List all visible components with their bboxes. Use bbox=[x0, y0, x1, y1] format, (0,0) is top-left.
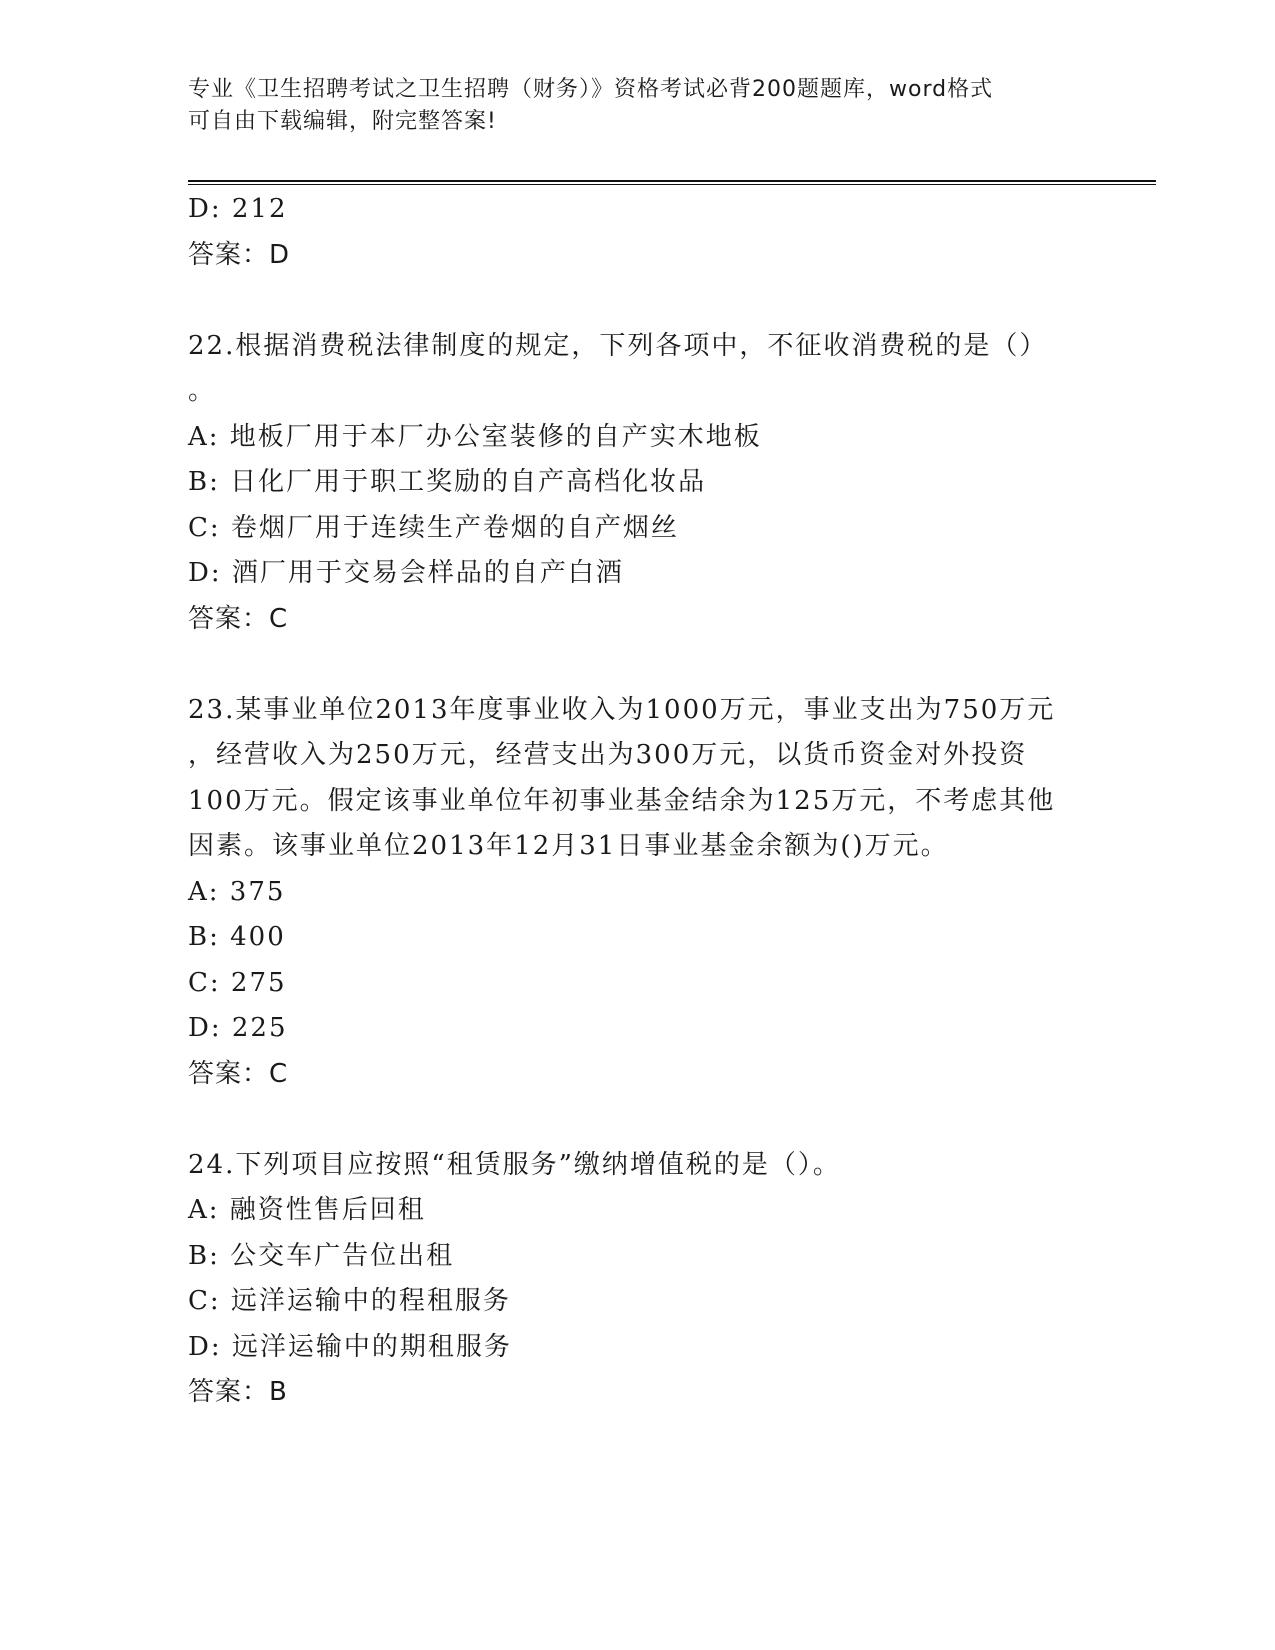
option-d: D: 远洋运输中的期租服务 bbox=[188, 1331, 512, 1362]
answer: 答案：C bbox=[188, 603, 289, 634]
option-c: C: 远洋运输中的程租服务 bbox=[188, 1286, 511, 1316]
question-23 bbox=[188, 688, 1088, 1098]
header-line-1: 专业《卫生招聘考试之卫生招聘（财务）》资格考试必背200题题库，word格式 bbox=[188, 77, 994, 102]
question-stem: 22.根据消费税法律制度的规定，下列各项中，不征收消费税的是（） bbox=[188, 330, 1048, 361]
question-stem: ，经营收入为250万元，经营支出为300万元，以货币资金对外投资 bbox=[188, 740, 1028, 770]
option-d: D: 225 bbox=[188, 1013, 288, 1043]
option-c: C: 275 bbox=[188, 967, 287, 998]
option-b: B: 400 bbox=[188, 922, 286, 952]
spacer bbox=[188, 642, 1088, 688]
question-stem: 。 bbox=[188, 376, 217, 406]
document-header bbox=[188, 74, 1088, 138]
option-a: A: 地板厂用于本厂办公室装修的自产实木地板 bbox=[188, 421, 762, 452]
question-22 bbox=[188, 324, 1088, 643]
option-a: A: 375 bbox=[188, 876, 286, 907]
question-stem: 23.某事业单位2013年度事业收入为1000万元，事业支出为750万元 bbox=[188, 694, 1056, 725]
option-d: D: 酒厂用于交易会样品的自产白酒 bbox=[188, 558, 624, 588]
spacer bbox=[188, 278, 1088, 324]
header-divider bbox=[188, 180, 1156, 185]
answer: 答案：D bbox=[188, 239, 291, 270]
header-line-2: 可自由下载编辑，附完整答案! bbox=[188, 109, 497, 134]
question-stem: 100万元。假定该事业单位年初事业基金结余为125万元，不考虑其他 bbox=[188, 785, 1056, 816]
answer: 答案：B bbox=[188, 1377, 288, 1407]
answer: 答案：C bbox=[188, 1058, 289, 1089]
question-stem: 因素。该事业单位2013年12月31日事业基金余额为()万元。 bbox=[188, 831, 949, 861]
document-body bbox=[188, 187, 1088, 1416]
option-d: D: 212 bbox=[188, 194, 288, 224]
question-stem: 24.下列项目应按照“租赁服务”缴纳增值税的是（）。 bbox=[188, 1149, 841, 1180]
option-b: B: 日化厂用于职工奖励的自产高档化妆品 bbox=[188, 467, 707, 497]
option-a: A: 融资性售后回租 bbox=[188, 1195, 426, 1225]
option-b: B: 公交车广告位出租 bbox=[188, 1240, 455, 1271]
question-24 bbox=[188, 1143, 1088, 1416]
spacer bbox=[188, 1097, 1088, 1143]
option-c: C: 卷烟厂用于连续生产卷烟的自产烟丝 bbox=[188, 512, 679, 543]
question-21-tail bbox=[188, 187, 1088, 278]
